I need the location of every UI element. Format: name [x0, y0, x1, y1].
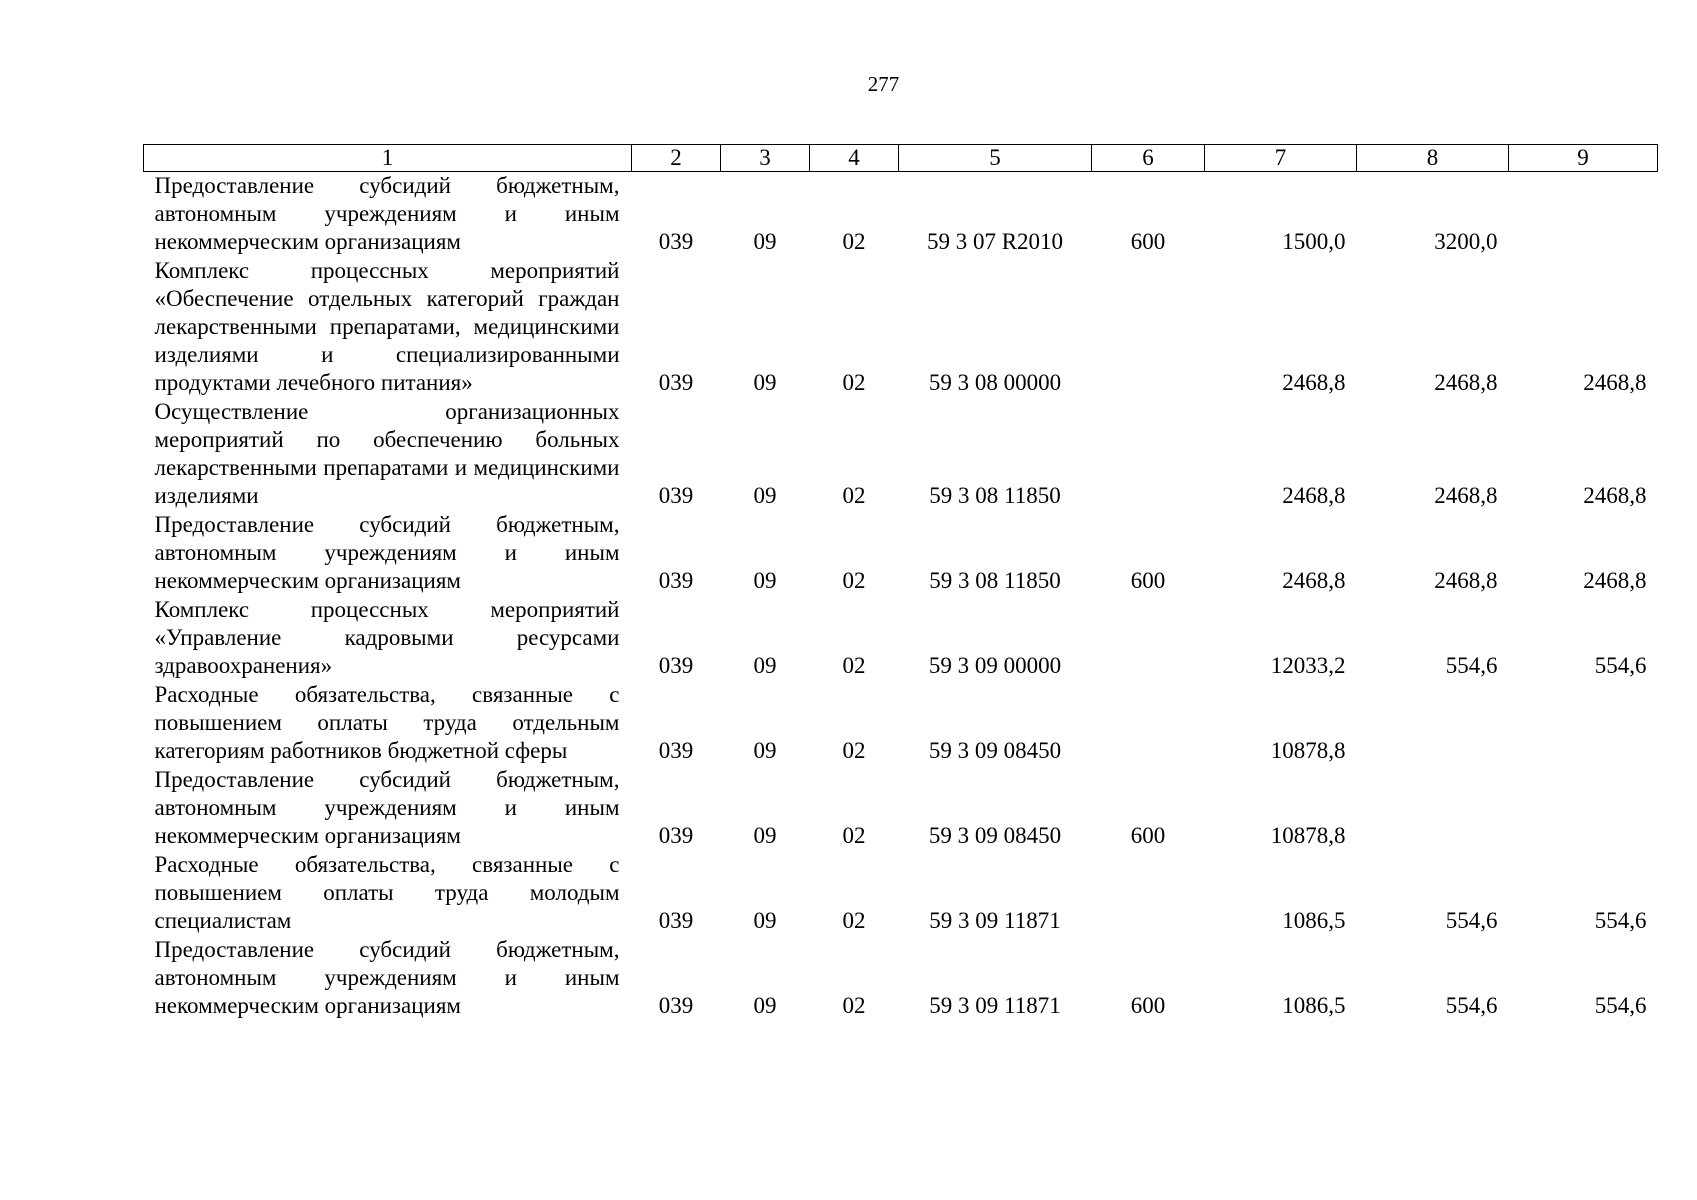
- cell-subsection: 02: [842, 370, 866, 395]
- cell-amount-col9: 554,6: [1594, 993, 1647, 1018]
- cell-ministry: 039: [658, 993, 694, 1018]
- cell-amount-col9: 2468,8: [1583, 568, 1647, 593]
- cell-target-code: 59 3 09 08450: [928, 738, 1062, 763]
- column-header-4: 4: [810, 145, 899, 172]
- cell-ministry: 039: [658, 738, 694, 763]
- table-row: [144, 511, 1658, 596]
- table-row: [144, 596, 1658, 681]
- cell-amount-col8: 2468,8: [1434, 568, 1498, 593]
- cell-ministry: 039: [658, 568, 694, 593]
- column-header-7: 7: [1205, 145, 1357, 172]
- row-description: Предоставление субсидий бюджетным, автономным учреждениям и иным некоммерческим организациям: [154, 512, 620, 593]
- page-number: 277: [867, 72, 900, 96]
- row-description: Предоставление субсидий бюджетным, автономным учреждениям и иным некоммерческим организациям: [154, 173, 620, 254]
- cell-subsection: 02: [842, 229, 866, 254]
- row-description: Расходные обязательства, связанные с повышением оплаты труда молодым специалистам: [154, 852, 620, 933]
- cell-amount-col8: 554,6: [1445, 908, 1498, 933]
- cell-amount-col7: 1086,5: [1282, 908, 1346, 933]
- cell-amount-col7: 10878,8: [1270, 738, 1346, 763]
- cell-subsection: 02: [842, 483, 866, 508]
- cell-ministry: 039: [658, 823, 694, 848]
- cell-ministry: 039: [658, 483, 694, 508]
- cell-section: 09: [753, 483, 777, 508]
- cell-section: 09: [753, 653, 777, 678]
- cell-expense-type: 600: [1130, 568, 1166, 593]
- cell-expense-type: [1092, 398, 1205, 511]
- cell-amount-col7: 1086,5: [1282, 993, 1346, 1018]
- row-description: Осуществление организационных мероприятий по обеспечению больных лекарственными препаратами и медицинскими изделиями: [154, 399, 620, 508]
- table-body: [144, 172, 1658, 1022]
- column-header-1: 1: [144, 145, 632, 172]
- cell-subsection: 02: [842, 823, 866, 848]
- cell-expense-type: [1092, 681, 1205, 766]
- cell-expense-type: [1092, 596, 1205, 681]
- row-description: Комплекс процессных мероприятий «Обеспечение отдельных категорий граждан лекарственными препаратами, медицинскими изделиями и специализированными продуктами лечебного питания»: [154, 258, 620, 395]
- cell-amount-col8: 554,6: [1445, 993, 1498, 1018]
- cell-amount-col8: 2468,8: [1434, 483, 1498, 508]
- column-header-9: 9: [1509, 145, 1658, 172]
- cell-expense-type: [1092, 851, 1205, 936]
- column-header-5: 5: [899, 145, 1092, 172]
- table-row: [144, 172, 1658, 258]
- cell-amount-col8: 2468,8: [1434, 370, 1498, 395]
- cell-subsection: 02: [842, 653, 866, 678]
- cell-expense-type: 600: [1130, 993, 1166, 1018]
- cell-target-code: 59 3 09 00000: [928, 653, 1062, 678]
- table-row: [144, 851, 1658, 936]
- header-row: [144, 145, 1658, 172]
- cell-ministry: 039: [658, 908, 694, 933]
- cell-subsection: 02: [842, 738, 866, 763]
- cell-target-code: 59 3 08 11850: [929, 483, 1061, 508]
- cell-amount-col7: 2468,8: [1282, 483, 1346, 508]
- cell-amount-col8: [1357, 766, 1509, 851]
- table-row: [144, 936, 1658, 1021]
- row-description: Предоставление субсидий бюджетным, автономным учреждениям и иным некоммерческим организациям: [154, 937, 620, 1018]
- table-row: [144, 766, 1658, 851]
- cell-expense-type: 600: [1130, 229, 1166, 254]
- row-description: Комплекс процессных мероприятий «Управление кадровыми ресурсами здравоохранения»: [154, 597, 620, 678]
- cell-target-code: 59 3 07 R2010: [926, 229, 1064, 254]
- cell-amount-col9: [1509, 172, 1658, 258]
- cell-amount-col9: 2468,8: [1583, 483, 1647, 508]
- cell-ministry: 039: [658, 229, 694, 254]
- cell-amount-col8: 3200,0: [1434, 229, 1498, 254]
- cell-amount-col7: 2468,8: [1282, 568, 1346, 593]
- cell-amount-col8: 554,6: [1445, 653, 1498, 678]
- cell-amount-col9: 554,6: [1594, 653, 1647, 678]
- cell-section: 09: [753, 229, 777, 254]
- cell-target-code: 59 3 08 00000: [928, 370, 1062, 395]
- cell-section: 09: [753, 370, 777, 395]
- column-header-8: 8: [1357, 145, 1509, 172]
- cell-amount-col7: 1500,0: [1282, 229, 1346, 254]
- table-header: [144, 145, 1658, 172]
- cell-amount-col8: [1357, 681, 1509, 766]
- cell-subsection: 02: [842, 993, 866, 1018]
- cell-target-code: 59 3 09 11871: [929, 908, 1061, 933]
- cell-amount-col7: 10878,8: [1270, 823, 1346, 848]
- cell-expense-type: [1092, 257, 1205, 398]
- column-header-6: 6: [1092, 145, 1205, 172]
- cell-amount-col9: [1509, 766, 1658, 851]
- cell-section: 09: [753, 568, 777, 593]
- cell-section: 09: [753, 908, 777, 933]
- cell-target-code: 59 3 08 11850: [929, 568, 1061, 593]
- cell-expense-type: 600: [1130, 823, 1166, 848]
- cell-section: 09: [753, 738, 777, 763]
- cell-amount-col7: 12033,2: [1270, 653, 1346, 678]
- cell-subsection: 02: [842, 568, 866, 593]
- cell-target-code: 59 3 09 11871: [929, 993, 1061, 1018]
- cell-section: 09: [753, 823, 777, 848]
- cell-amount-col9: 554,6: [1594, 908, 1647, 933]
- column-header-2: 2: [632, 145, 721, 172]
- cell-subsection: 02: [842, 908, 866, 933]
- table-row: [144, 257, 1658, 398]
- cell-ministry: 039: [658, 370, 694, 395]
- table-row: [144, 681, 1658, 766]
- cell-ministry: 039: [658, 653, 694, 678]
- cell-amount-col9: 2468,8: [1583, 370, 1647, 395]
- cell-target-code: 59 3 09 08450: [928, 823, 1062, 848]
- column-header-3: 3: [721, 145, 810, 172]
- row-description: Расходные обязательства, связанные с повышением оплаты труда отдельным категориям работников бюджетной сферы: [154, 682, 620, 763]
- row-description: Предоставление субсидий бюджетным, автономным учреждениям и иным некоммерческим организациям: [154, 767, 620, 848]
- cell-section: 09: [753, 993, 777, 1018]
- budget-table: [143, 144, 1658, 1021]
- table-row: [144, 398, 1658, 511]
- cell-amount-col7: 2468,8: [1282, 370, 1346, 395]
- cell-amount-col9: [1509, 681, 1658, 766]
